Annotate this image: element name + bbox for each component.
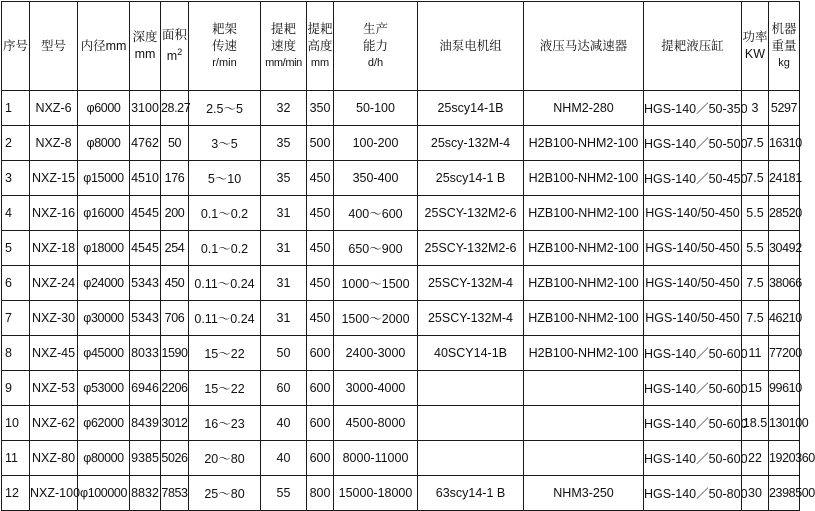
cell-lift-speed: 60 (261, 371, 307, 406)
cell-rake-speed: 15～22 (189, 336, 261, 371)
cell-power: 22 (742, 441, 769, 476)
cell-pump (418, 371, 524, 406)
cell-rake-speed: 0.11～0.24 (189, 301, 261, 336)
cell-idx: 1 (2, 91, 30, 126)
cell-idx: 12 (2, 476, 30, 511)
cell-capacity: 2400-3000 (334, 336, 418, 371)
cell-lift-height: 450 (307, 231, 334, 266)
cell-power: 18.5 (742, 406, 769, 441)
cell-power: 7.5 (742, 266, 769, 301)
cell-depth: 8439 (130, 406, 161, 441)
cell-depth: 9385 (130, 441, 161, 476)
cell-weight: 99610 (769, 371, 800, 406)
header-motor: 液压马达减速器 (524, 2, 644, 91)
cell-capacity: 100-200 (334, 126, 418, 161)
cell-area: 50 (161, 126, 189, 161)
cell-lift-height: 800 (307, 476, 334, 511)
cell-pump: 25SCY-132M-4 (418, 266, 524, 301)
cell-diameter: φ45000 (78, 336, 130, 371)
cell-cylinder: HGS-140／50-600 (644, 441, 742, 476)
table-row (2, 301, 800, 336)
cell-motor: H2B100-NHM2-100 (524, 161, 644, 196)
cell-lift-height: 450 (307, 161, 334, 196)
cell-pump: 25scy14-1B (418, 91, 524, 126)
cell-rake-speed: 15～22 (189, 371, 261, 406)
cell-motor (524, 406, 644, 441)
cell-weight: 38066 (769, 266, 800, 301)
cell-pump: 25scy14-1 B (418, 161, 524, 196)
cell-idx: 6 (2, 266, 30, 301)
cell-model: NXZ-62 (30, 406, 78, 441)
cell-lift-speed: 31 (261, 196, 307, 231)
header-cylinder: 提耙液压缸 (644, 2, 742, 91)
cell-capacity: 1000～1500 (334, 266, 418, 301)
table-row (2, 406, 800, 441)
cell-pump (418, 441, 524, 476)
cell-weight: 130100 (769, 406, 800, 441)
cell-depth: 3100 (130, 91, 161, 126)
cell-capacity: 15000-18000 (334, 476, 418, 511)
cell-cylinder: HGS-140/50-450 (644, 196, 742, 231)
header-area: 面积 $m^2$ (161, 2, 189, 91)
cell-diameter: φ18000 (78, 231, 130, 266)
cell-model: NXZ-100 (30, 476, 78, 511)
header-row (2, 2, 800, 91)
cell-lift-speed: 32 (261, 91, 307, 126)
cell-model: NXZ-6 (30, 91, 78, 126)
cell-cylinder: HGS-140／50-800 (644, 476, 742, 511)
cell-power: 5.5 (742, 231, 769, 266)
cell-cylinder: HGS-140／50-500 (644, 126, 742, 161)
cell-pump: 25SCY-132M-4 (418, 301, 524, 336)
cell-capacity: 1500～2000 (334, 301, 418, 336)
header-lift-speed: 提耙 速度 mm/min (261, 2, 307, 91)
cell-model: NXZ-15 (30, 161, 78, 196)
cell-cylinder: HGS-140／50-350 (644, 91, 742, 126)
header-power: 功率 KW (742, 2, 769, 91)
cell-diameter: φ100000 (78, 476, 130, 511)
cell-weight: 28520 (769, 196, 800, 231)
cell-capacity: 400～600 (334, 196, 418, 231)
cell-motor (524, 371, 644, 406)
cell-model: NXZ-24 (30, 266, 78, 301)
cell-weight: 24181 (769, 161, 800, 196)
cell-diameter: φ62000 (78, 406, 130, 441)
cell-idx: 9 (2, 371, 30, 406)
cell-depth: 5343 (130, 266, 161, 301)
header-model: 型号 (30, 2, 78, 91)
cell-area: 176 (161, 161, 189, 196)
cell-motor: NHM3-250 (524, 476, 644, 511)
cell-weight: 30492 (769, 231, 800, 266)
cell-rake-speed: 25～80 (189, 476, 261, 511)
cell-area: 2206 (161, 371, 189, 406)
cell-lift-height: 600 (307, 406, 334, 441)
cell-weight: 2398500 (769, 476, 800, 511)
spec-table (1, 1, 815, 511)
cell-lift-speed: 50 (261, 336, 307, 371)
cell-cylinder: HGS-140／50-600 (644, 336, 742, 371)
cell-depth: 4510 (130, 161, 161, 196)
cell-depth: 8832 (130, 476, 161, 511)
cell-idx: 11 (2, 441, 30, 476)
cell-power: 7.5 (742, 161, 769, 196)
header-pump: 油泵电机组 (418, 2, 524, 91)
table-row (2, 441, 800, 476)
cell-idx: 8 (2, 336, 30, 371)
cell-motor (524, 441, 644, 476)
cell-power: 3 (742, 91, 769, 126)
cell-diameter: φ16000 (78, 196, 130, 231)
table-row (2, 196, 800, 231)
cell-area: 7853 (161, 476, 189, 511)
cell-model: NXZ-18 (30, 231, 78, 266)
cell-lift-speed: 31 (261, 266, 307, 301)
cell-diameter: φ53000 (78, 371, 130, 406)
cell-idx: 2 (2, 126, 30, 161)
cell-weight: 1920360 (769, 441, 800, 476)
cell-power: 5.5 (742, 196, 769, 231)
cell-model: NXZ-45 (30, 336, 78, 371)
cell-motor: HZB100-NHM2-100 (524, 301, 644, 336)
cell-motor: HZB100-NHM2-100 (524, 231, 644, 266)
cell-depth: 4545 (130, 231, 161, 266)
cell-lift-speed: 31 (261, 301, 307, 336)
cell-lift-speed: 35 (261, 161, 307, 196)
cell-diameter: φ24000 (78, 266, 130, 301)
cell-diameter: φ30000 (78, 301, 130, 336)
cell-idx: 10 (2, 406, 30, 441)
cell-area: 5026 (161, 441, 189, 476)
cell-lift-height: 350 (307, 91, 334, 126)
cell-area: 450 (161, 266, 189, 301)
cell-area: 3012 (161, 406, 189, 441)
cell-depth: 5343 (130, 301, 161, 336)
cell-area: 706 (161, 301, 189, 336)
cell-model: NXZ-80 (30, 441, 78, 476)
cell-weight: 46210 (769, 301, 800, 336)
header-diameter: 内径mm (78, 2, 130, 91)
table-row (2, 231, 800, 266)
cell-lift-speed: 31 (261, 231, 307, 266)
header-capacity: 生产 能力 d/h (334, 2, 418, 91)
cell-area: 28.27 (161, 91, 189, 126)
cell-capacity: 4500-8000 (334, 406, 418, 441)
cell-rake-speed: 5～10 (189, 161, 261, 196)
cell-cylinder: HGS-140/50-450 (644, 266, 742, 301)
cell-weight: 16310 (769, 126, 800, 161)
cell-cylinder: HGS-140/50-450 (644, 231, 742, 266)
cell-lift-height: 450 (307, 266, 334, 301)
cell-cylinder: HGS-140／50-450 (644, 161, 742, 196)
cell-capacity: 3000-4000 (334, 371, 418, 406)
cell-lift-height: 500 (307, 126, 334, 161)
header-idx: 序号 (2, 2, 30, 91)
cell-rake-speed: 0.11～0.24 (189, 266, 261, 301)
table-row (2, 161, 800, 196)
cell-pump: 25scy-132M-4 (418, 126, 524, 161)
cell-depth: 6946 (130, 371, 161, 406)
cell-power: 11 (742, 336, 769, 371)
cell-model: NXZ-8 (30, 126, 78, 161)
table-row (2, 126, 800, 161)
cell-rake-speed: 0.1～0.2 (189, 231, 261, 266)
cell-pump: 25SCY-132M2-6 (418, 196, 524, 231)
cell-capacity: 650～900 (334, 231, 418, 266)
cell-model: NXZ-30 (30, 301, 78, 336)
cell-motor: HZB100-NHM2-100 (524, 266, 644, 301)
cell-power: 7.5 (742, 126, 769, 161)
cell-lift-speed: 40 (261, 441, 307, 476)
cell-pump: 25SCY-132M2-6 (418, 231, 524, 266)
cell-cylinder: HGS-140／50-600 (644, 371, 742, 406)
cell-diameter: φ8000 (78, 126, 130, 161)
cell-rake-speed: 20～80 (189, 441, 261, 476)
cell-weight: 5297 (769, 91, 800, 126)
cell-power: 15 (742, 371, 769, 406)
cell-power: 7.5 (742, 301, 769, 336)
cell-rake-speed: 2.5～5 (189, 91, 261, 126)
cell-pump: 63scy14-1 B (418, 476, 524, 511)
cell-depth: 8033 (130, 336, 161, 371)
cell-lift-height: 450 (307, 196, 334, 231)
cell-idx: 7 (2, 301, 30, 336)
cell-rake-speed: 16～23 (189, 406, 261, 441)
cell-area: 1590 (161, 336, 189, 371)
cell-capacity: 8000-11000 (334, 441, 418, 476)
cell-diameter: φ80000 (78, 441, 130, 476)
cell-area: 254 (161, 231, 189, 266)
cell-idx: 5 (2, 231, 30, 266)
cell-lift-height: 600 (307, 371, 334, 406)
cell-model: NXZ-53 (30, 371, 78, 406)
cell-capacity: 50-100 (334, 91, 418, 126)
cell-pump: 40SCY14-1B (418, 336, 524, 371)
cell-pump (418, 406, 524, 441)
cell-lift-speed: 35 (261, 126, 307, 161)
cell-motor: NHM2-280 (524, 91, 644, 126)
cell-weight: 77200 (769, 336, 800, 371)
table-row (2, 336, 800, 371)
cell-cylinder: HGS-140/50-450 (644, 301, 742, 336)
cell-rake-speed: 0.1～0.2 (189, 196, 261, 231)
cell-model: NXZ-16 (30, 196, 78, 231)
cell-depth: 4762 (130, 126, 161, 161)
cell-diameter: φ15000 (78, 161, 130, 196)
cell-lift-height: 450 (307, 301, 334, 336)
cell-lift-height: 600 (307, 336, 334, 371)
header-depth: 深度 mm (130, 2, 161, 91)
cell-rake-speed: 3～5 (189, 126, 261, 161)
cell-lift-speed: 55 (261, 476, 307, 511)
cell-motor: H2B100-NHM2-100 (524, 126, 644, 161)
cell-motor: H2B100-NHM2-100 (524, 336, 644, 371)
cell-area: 200 (161, 196, 189, 231)
cell-lift-speed: 40 (261, 406, 307, 441)
header-lift-height: 提耙 高度 mm (307, 2, 334, 91)
cell-depth: 4545 (130, 196, 161, 231)
table-row (2, 266, 800, 301)
cell-diameter: φ6000 (78, 91, 130, 126)
table-row (2, 91, 800, 126)
table-row (2, 476, 800, 511)
cell-idx: 3 (2, 161, 30, 196)
header-rake-speed: 耙架 传速 r/min (189, 2, 261, 91)
cell-capacity: 350-400 (334, 161, 418, 196)
cell-power: 30 (742, 476, 769, 511)
cell-lift-height: 600 (307, 441, 334, 476)
table-row (2, 371, 800, 406)
cell-cylinder: HGS-140／50-600 (644, 406, 742, 441)
cell-motor: HZB100-NHM2-100 (524, 196, 644, 231)
cell-idx: 4 (2, 196, 30, 231)
header-weight: 机器 重量 kg (769, 2, 800, 91)
